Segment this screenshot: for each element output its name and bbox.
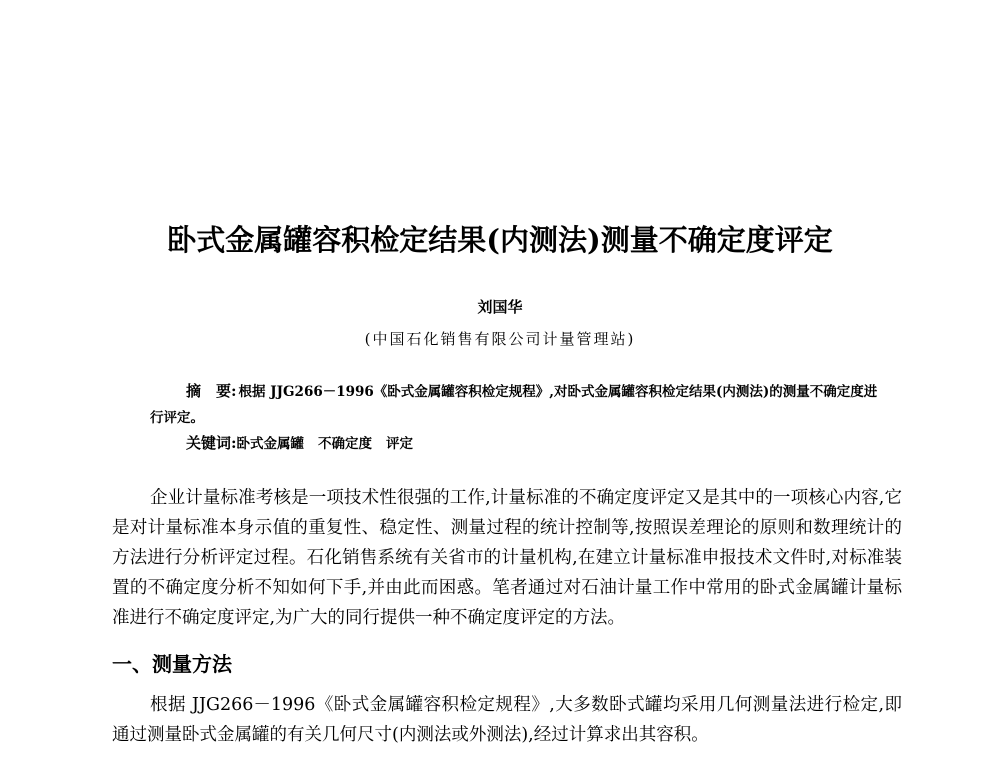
keyword-item: 卧式金属罐	[236, 436, 305, 452]
keyword-item: 评定	[386, 436, 414, 452]
author-affiliation: (中国石化销售有限公司计量管理站)	[364, 330, 636, 348]
abstract-label: 摘 要:	[186, 382, 237, 400]
section-heading: 一、测量方法	[112, 652, 232, 676]
keyword-item: 不确定度	[318, 436, 373, 452]
abstract-block	[150, 378, 880, 431]
author-name: 刘国华	[477, 298, 523, 316]
abstract-text: 根据 JJG266－1996《卧式金属罐容积检定规程》,对卧式金属罐容积检定结果(内测法)的测量不确定度进行评定。	[150, 384, 878, 426]
intro-paragraph: 企业计量标准考核是一项技术性很强的工作,计量标准的不确定度评定又是其中的一项核心内容,它是对计量标准本身示值的重复性、稳定性、测量过程的统计控制等,按照误差理论的原则和数理统计的方法进行分析评定过程。石化销售系统有关省市的计量机构,在建立计量标准申报技术文件时,对标准装置的不确定度分析不知如何下手,并由此而困惑。笔者通过对石油计量工作中常用的卧式金属罐计量标准进行不确定度评定,为广大的同行提供一种不确定度评定的方法。	[112, 488, 902, 628]
paper-title: 卧式金属罐容积检定结果(内测法)测量不确定度评定	[167, 223, 833, 257]
keywords-block	[186, 432, 427, 453]
section-paragraph: 根据 JJG266－1996《卧式金属罐容积检定规程》,大多数卧式罐均采用几何测量法进行检定,即通过测量卧式金属罐的有关几何尺寸(内测法或外测法),经过计算求出其容积。	[112, 695, 902, 745]
keywords-label: 关键词:	[186, 434, 237, 452]
